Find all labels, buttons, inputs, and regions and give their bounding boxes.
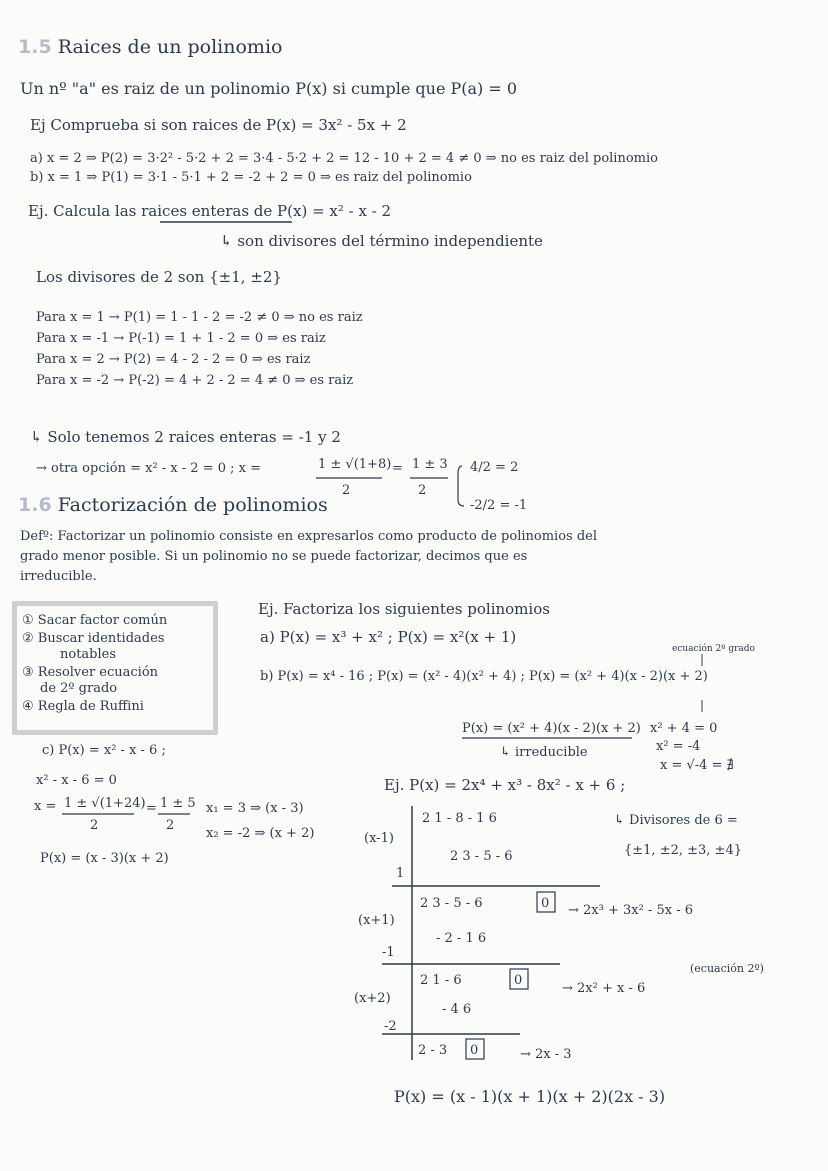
frac-den-2: 2 [418, 483, 427, 498]
factor-a: a) P(x) = x³ + x² ; P(x) = x²(x + 1) [260, 628, 517, 646]
example1-a: a) x = 2 ⇒ P(2) = 3·2² - 5·2 + 2 = 3·4 - 5·2 + 2 = 12 - 10 + 2 = 4 ≠ 0 ⇒ no es raiz del polinomio [30, 151, 658, 166]
c-equation: x² - x - 6 = 0 [36, 773, 117, 788]
ruffini-remainder: 0 [470, 1043, 479, 1058]
brace [458, 466, 464, 506]
ruffini-row: 2 1 - 6 [420, 973, 462, 988]
frac-den: 2 [342, 483, 351, 498]
ruffini-factor: (x-1) [364, 831, 394, 846]
example1-b: b) x = 1 ⇒ P(1) = 3·1 - 5·1 + 2 = -2 + 2 = 0 ⇒ es raiz del polinomio [30, 170, 472, 185]
c-frac-num: 1 ± √(1+24) [64, 796, 146, 811]
case-row: Para x = 2 → P(2) = 4 - 2 - 2 = 0 ⇒ es raiz [36, 352, 311, 367]
b-eq-2: x² = -4 [656, 739, 701, 754]
ruffini-result: P(x) = (x - 1)(x + 1)(x + 2)(2x - 3) [394, 1087, 666, 1106]
ruffini-factor: (x+1) [358, 913, 395, 928]
b-irreducible: ↳ irreducible [500, 745, 588, 760]
ruffini-root: -2 [384, 1019, 397, 1034]
section2-title: Factorización de polinomios [57, 494, 328, 516]
ruffini-remainder: 0 [514, 973, 523, 988]
ruffini-row: 2 1 - 8 - 1 6 [422, 811, 497, 826]
frac-num-2: 1 ± 3 [412, 457, 448, 472]
example2-conclusion: ↳ Solo tenemos 2 raices enteras = -1 y 2 [30, 428, 341, 446]
ruffini-divisors: {±1, ±2, ±3, ±4} [624, 843, 742, 858]
def-line-1: Defº: Factorizar un polinomio consiste en expresarlos como producto de polinomios del [20, 529, 597, 544]
ruffini-row: 2 - 3 [418, 1043, 448, 1058]
b-note: ecuación 2º grado [672, 644, 755, 654]
method-item: notables [60, 647, 117, 662]
ruffini-root: -1 [382, 945, 395, 960]
equals-sign: = [146, 801, 157, 816]
ruffini-title: Ej. P(x) = 2x⁴ + x³ - 8x² - x + 6 ; [384, 776, 626, 794]
example2-title: Ej. Calcula las raices enteras de P(x) = x² - x - 2 [28, 202, 392, 220]
ruffini-row: 2 3 - 5 - 6 [420, 896, 483, 911]
remainder-box [537, 892, 555, 912]
frac-num: 1 ± √(1+8) [318, 457, 392, 472]
case-row: Para x = -2 → P(-2) = 4 + 2 - 2 = 4 ≠ 0 ⇒ es raiz [36, 373, 354, 388]
solution-2: -2/2 = -1 [470, 498, 528, 513]
b-eq-1: x² + 4 = 0 [650, 721, 718, 736]
ruffini-mult-row: - 2 - 1 6 [436, 931, 487, 946]
c-solution-1: x₁ = 3 ⇒ (x - 3) [206, 801, 304, 816]
factor-c: c) P(x) = x² - x - 6 ; [42, 743, 166, 758]
ruffini-root: 1 [396, 866, 405, 881]
factor-ex-title: Ej. Factoriza los siguientes polinomios [258, 600, 550, 618]
remainder-box [466, 1039, 484, 1059]
solution-1: 4/2 = 2 [470, 460, 519, 475]
root-definition: Un nº "a" es raiz de un polinomio P(x) si cumple que P(a) = 0 [20, 79, 518, 98]
c-solution-2: x₂ = -2 ⇒ (x + 2) [206, 826, 315, 841]
b-result: P(x) = (x² + 4)(x - 2)(x + 2) [462, 721, 641, 736]
ruffini-remainder: 0 [541, 896, 550, 911]
ruffini-mult-row: 2 3 - 5 - 6 [450, 849, 513, 864]
c-x-label: x = [34, 799, 57, 814]
b-eq-3: x = √-4 = ∄ [660, 758, 734, 773]
def-line-3: irreducible. [20, 569, 97, 584]
def-line-2: grado menor posible. Si un polinomio no se puede factorizar, decimos que es [20, 549, 528, 564]
c-frac-num-2: 1 ± 5 [160, 796, 196, 811]
ruffini-factor: (x+2) [354, 991, 391, 1006]
equals-sign: = [392, 461, 403, 476]
method-item: ② Buscar identidades [22, 631, 165, 646]
ruffini-divisors-label: ↳ Divisores de 6 = [614, 813, 738, 828]
ruffini-quotient: → 2x² + x - 6 [562, 981, 646, 996]
ruffini-note: (ecuación 2º) [690, 962, 764, 975]
remainder-box [510, 969, 528, 989]
method-item: ④ Regla de Ruffini [22, 699, 144, 714]
ruffini-quotient: → 2x³ + 3x² - 5x - 6 [568, 903, 693, 918]
c-frac-den: 2 [90, 818, 99, 833]
factor-b: b) P(x) = x⁴ - 16 ; P(x) = (x² - 4)(x² + 4) ; P(x) = (x² + 4)(x - 2)(x + 2) [260, 669, 708, 684]
c-frac-den-2: 2 [166, 818, 175, 833]
section2-number: 1.6 [18, 494, 52, 516]
ruffini-quotient: → 2x - 3 [520, 1047, 572, 1062]
method-item: de 2º grado [40, 681, 118, 696]
example2-note: ↳ son divisores del término independiente [220, 232, 543, 250]
c-result: P(x) = (x - 3)(x + 2) [40, 851, 169, 866]
section1-title: Raices de un polinomio [57, 36, 283, 58]
method-item: ① Sacar factor común [22, 613, 168, 628]
example2-divisors: Los divisores de 2 son {±1, ±2} [36, 268, 282, 286]
case-row: Para x = 1 → P(1) = 1 - 1 - 2 = -2 ≠ 0 ⇒ no es raiz [36, 310, 363, 325]
ruffini-mult-row: - 4 6 [442, 1002, 472, 1017]
section1-number: 1.5 [18, 36, 52, 58]
other-option: → otra opción = x² - x - 2 = 0 ; x = [36, 461, 262, 476]
method-item: ③ Resolver ecuación [22, 665, 159, 680]
example1-title: Ej Comprueba si son raices de P(x) = 3x² - 5x + 2 [30, 116, 407, 134]
case-row: Para x = -1 → P(-1) = 1 + 1 - 2 = 0 ⇒ es raiz [36, 331, 326, 346]
